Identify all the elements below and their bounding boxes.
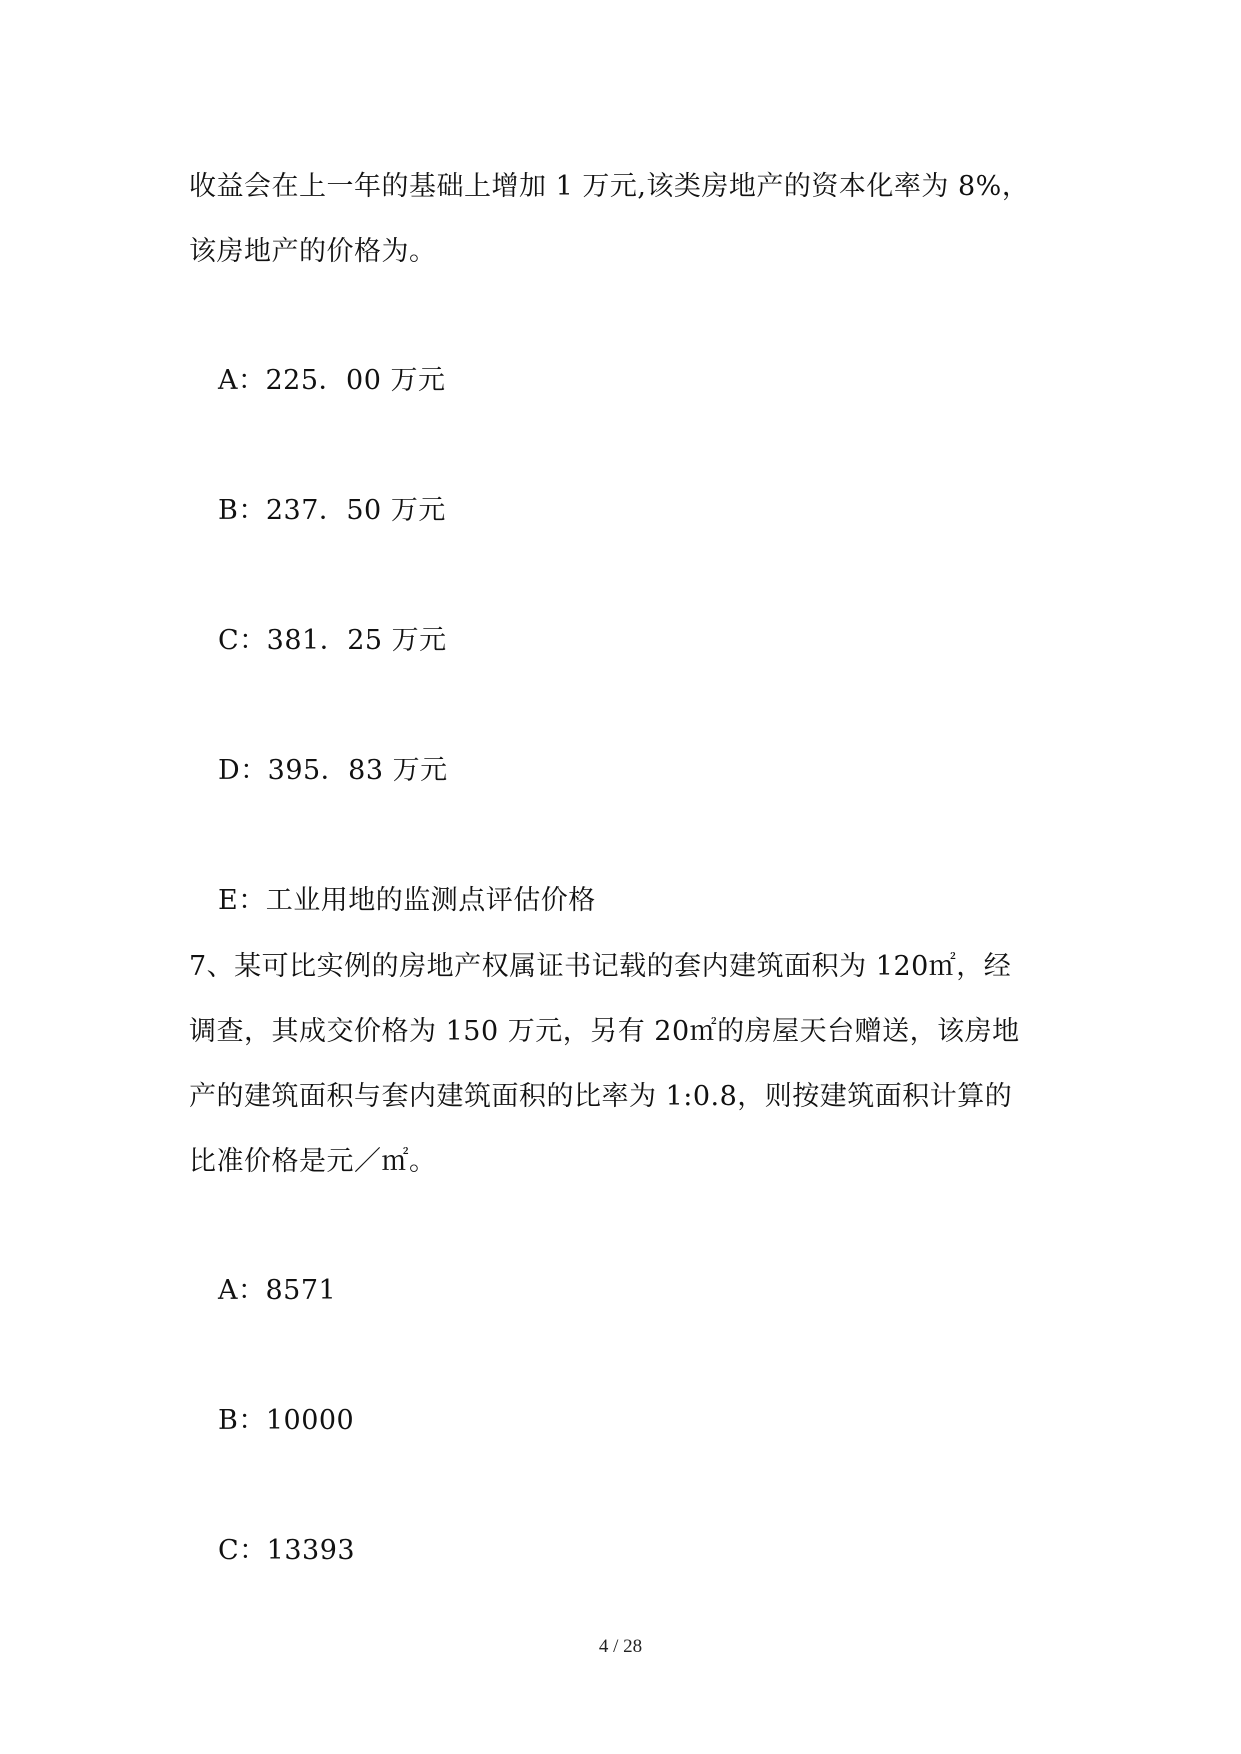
question7-stem-line1: 7、某可比实例的房地产权属证书记载的套内建筑面积为 120㎡，经 [189, 951, 1012, 982]
question7-stem-line3: 产的建筑面积与套内建筑面积的比率为 1:0.8，则按建筑面积计算的 [189, 1081, 1013, 1112]
question7-stem-line2: 调查，其成交价格为 150 万元，另有 20㎡的房屋天台赠送，该房地 [189, 1016, 1020, 1047]
question7-option-a: A：8571 [218, 1275, 337, 1306]
question7-stem-line4: 比准价格是元／㎡。 [189, 1146, 437, 1177]
question6-stem-line2: 该房地产的价格为。 [189, 236, 437, 267]
question7-option-b: B：10000 [218, 1405, 355, 1436]
question6-option-c: C：381．25 万元 [218, 625, 447, 656]
question6-option-e: E：工业用地的监测点评估价格 [218, 885, 596, 916]
question7-option-c: C：13393 [218, 1535, 356, 1566]
question6-option-b: B：237．50 万元 [218, 495, 446, 526]
question6-stem-line1: 收益会在上一年的基础上增加 1 万元,该类房地产的资本化率为 8%， [189, 171, 1030, 202]
question6-option-d: D：395．83 万元 [218, 755, 448, 786]
question6-option-a: A：225．00 万元 [218, 365, 446, 396]
page-number: 4 / 28 [598, 1636, 643, 1657]
